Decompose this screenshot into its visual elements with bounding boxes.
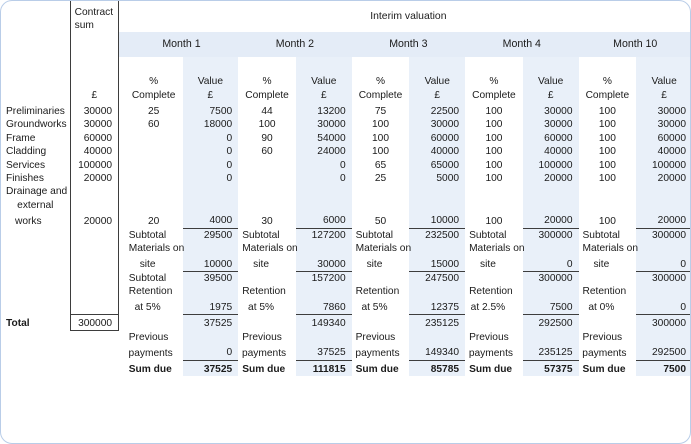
sumdue-blank bbox=[1, 360, 70, 376]
row-label-6-line3: works bbox=[14, 215, 42, 227]
subtotal2-label-m3-blank bbox=[352, 272, 410, 286]
cell-pct-m1-r5 bbox=[125, 172, 183, 185]
spacer-pct-m3-6a bbox=[352, 185, 410, 198]
retention-row-line2 bbox=[1, 299, 691, 315]
table-row bbox=[1, 145, 691, 158]
retention1-blank-sum bbox=[70, 285, 118, 298]
materials2-blank bbox=[1, 256, 70, 272]
prev2-blank-sum bbox=[70, 344, 118, 360]
cell-pct-m3-r4: 65 bbox=[374, 159, 387, 171]
retention-value-m2: 7860 bbox=[296, 299, 352, 315]
header-row-months bbox=[1, 32, 691, 57]
row-label-6-line2: external bbox=[17, 199, 54, 211]
previous-label-m1-line1: Previous bbox=[128, 331, 169, 343]
table-row bbox=[1, 118, 691, 131]
cell-pct-m1-r0: 25 bbox=[147, 106, 160, 117]
retention-label-m10-line1: Retention bbox=[582, 286, 627, 298]
interim-valuation-header: Interim valuation bbox=[370, 10, 447, 22]
previous-label-m4-line2: payments bbox=[468, 347, 514, 359]
cell-val-m2-r4: 0 bbox=[296, 159, 352, 172]
retention1-blank bbox=[1, 285, 70, 298]
table-row bbox=[1, 185, 691, 198]
value-word-1: Value bbox=[197, 76, 223, 88]
retention-label-m3-line2: at 5% bbox=[361, 302, 388, 314]
prev1-blank bbox=[1, 331, 70, 344]
subtotal-value-m3: 232500 bbox=[409, 228, 465, 242]
subtotal-value-m10: 300000 bbox=[636, 228, 691, 242]
previous-label-m2-line2: payments bbox=[241, 347, 287, 359]
cell-pct-m1-r2 bbox=[125, 132, 183, 145]
spacer-val-m3-6a bbox=[409, 185, 465, 198]
pct-symbol-4: % bbox=[489, 76, 499, 88]
cell-pct-m3-r3: 100 bbox=[372, 146, 389, 158]
cell-pct-m1-r4 bbox=[125, 159, 183, 172]
materials2-blank-sum bbox=[70, 256, 118, 272]
retention-label-m3-line1: Retention bbox=[355, 286, 400, 298]
value-header-5 bbox=[636, 57, 691, 105]
retention-row-line1 bbox=[1, 285, 691, 298]
cell-pct-m3-r0: 75 bbox=[374, 106, 387, 117]
prev1-spacer-m1 bbox=[183, 331, 239, 344]
row-label-3: Cladding bbox=[6, 146, 47, 158]
spacer-pct-m10-6a bbox=[579, 185, 637, 198]
cell-pct-m2-r4 bbox=[238, 159, 296, 172]
spacer-val-m1-6b bbox=[183, 199, 239, 212]
cell-val-m4-r3: 40000 bbox=[523, 145, 579, 158]
cell-val-m2-r1: 30000 bbox=[296, 118, 352, 131]
sum-due-value-m2: 111815 bbox=[296, 360, 352, 376]
subtotal-value-m4: 300000 bbox=[523, 228, 579, 242]
contract-sum-header bbox=[70, 1, 118, 32]
pct-complete-header-4 bbox=[465, 57, 523, 105]
table-row bbox=[1, 172, 691, 185]
row-contract-sum-6: 20000 bbox=[70, 212, 118, 228]
subtotal-row bbox=[1, 228, 691, 242]
prev1-spacer-m10 bbox=[636, 331, 691, 344]
month-header-2: Month 2 bbox=[238, 32, 351, 57]
sum-due-label-m4: Sum due bbox=[469, 363, 513, 375]
spacer-val-m10-6b bbox=[636, 199, 691, 212]
cell-val-m2-r6: 6000 bbox=[296, 212, 352, 228]
cell-pct-m2-r6: 30 bbox=[261, 215, 273, 227]
value-currency-5: £ bbox=[661, 89, 667, 101]
row-contract-sum-2: 60000 bbox=[70, 132, 118, 145]
value-currency-1: £ bbox=[207, 89, 214, 101]
materials-label-m10-line1: Materials on bbox=[582, 243, 638, 255]
subtotal-value-m2: 127200 bbox=[296, 228, 352, 242]
value-currency-2: £ bbox=[320, 89, 327, 101]
pct-symbol-3: % bbox=[375, 76, 386, 88]
sum-due-value-m10: 7500 bbox=[636, 360, 691, 376]
spacer-val-m4-6b bbox=[523, 199, 579, 212]
materials-row-line1 bbox=[1, 242, 691, 255]
cell-val-m1-r3: 0 bbox=[183, 145, 239, 158]
month-header-3: Month 3 bbox=[352, 32, 465, 57]
subtotal-row-blank-sum bbox=[70, 228, 118, 242]
value-header-3 bbox=[409, 57, 465, 105]
row-contract-sum-0: 30000 bbox=[70, 105, 118, 118]
subtotal2-blank bbox=[1, 272, 70, 286]
subtotal2-label-m10-blank bbox=[579, 272, 637, 286]
cell-val-m10-r3: 40000 bbox=[636, 145, 691, 158]
cell-val-m3-r3: 40000 bbox=[409, 145, 465, 158]
cell-pct-m2-r1: 100 bbox=[258, 119, 276, 131]
materials-label-m2-line1: Materials on bbox=[242, 243, 298, 255]
cell-pct-m3-r2: 100 bbox=[372, 132, 389, 144]
total-label: Total bbox=[6, 318, 30, 330]
materials-label-m1-line1: Materials on bbox=[128, 243, 185, 255]
row-label-6-line1: Drainage and bbox=[6, 186, 68, 198]
cell-val-m10-r1: 30000 bbox=[636, 118, 691, 131]
subtotal-label-m10: Subtotal bbox=[582, 229, 620, 241]
retention-value-m1: 1975 bbox=[183, 299, 239, 315]
cell-val-m10-r2: 60000 bbox=[636, 132, 691, 145]
month-header-1: Month 1 bbox=[125, 32, 238, 57]
cell-val-m1-r5: 0 bbox=[183, 172, 239, 185]
spacer-val-m2-6a bbox=[296, 185, 352, 198]
materials-label-m3-line2: site bbox=[366, 259, 383, 271]
spacer-pct-m2-6b bbox=[238, 199, 296, 212]
previous-value-m10: 292500 bbox=[636, 344, 691, 360]
materials-value-m2: 30000 bbox=[296, 256, 352, 272]
materials-value-m3: 15000 bbox=[409, 256, 465, 272]
cell-val-m10-r6: 20000 bbox=[636, 212, 691, 228]
sum-due-value-m4: 57375 bbox=[523, 360, 579, 376]
row-contract-sum-4: 100000 bbox=[70, 159, 118, 172]
cell-pct-m4-r2: 100 bbox=[485, 132, 503, 144]
cell-val-m4-r0: 30000 bbox=[523, 105, 579, 118]
cell-pct-m4-r3: 100 bbox=[485, 146, 503, 158]
subtotal2-label-m1: Subtotal bbox=[128, 273, 167, 285]
cell-val-m1-r0: 7500 bbox=[183, 105, 239, 118]
retention-value-m4: 7500 bbox=[523, 299, 579, 315]
materials-spacer-m2 bbox=[296, 242, 352, 255]
value-header-4 bbox=[523, 57, 579, 105]
value-header-1 bbox=[183, 57, 239, 105]
retention1-spacer-m1 bbox=[183, 285, 239, 298]
net-label-m10-blank bbox=[579, 315, 637, 331]
spacer-pct-m3-6b bbox=[352, 199, 410, 212]
retention-value-m10: 0 bbox=[636, 299, 691, 315]
materials-blank-sum bbox=[70, 242, 118, 255]
row-label-4: Services bbox=[6, 159, 46, 171]
cell-pct-m4-r4: 100 bbox=[485, 159, 503, 171]
net-value-m2: 149340 bbox=[296, 315, 352, 331]
sum-due-label-m3: Sum due bbox=[355, 363, 399, 375]
prev1-spacer-m3 bbox=[409, 331, 465, 344]
header-row-title bbox=[1, 1, 691, 32]
cell-pct-m3-r5: 25 bbox=[374, 173, 387, 185]
cell-val-m4-r4: 100000 bbox=[523, 159, 579, 172]
subtotal2-row bbox=[1, 272, 691, 286]
subtotal-label-m3: Subtotal bbox=[355, 229, 394, 241]
net-label-m4-blank bbox=[465, 315, 523, 331]
prev2-blank bbox=[1, 344, 70, 360]
cell-val-m3-r6: 10000 bbox=[409, 212, 465, 228]
value-currency-3: £ bbox=[434, 89, 441, 101]
previous-value-m2: 37525 bbox=[296, 344, 352, 360]
prev1-blank-sum bbox=[70, 331, 118, 344]
subtotal2-label-m2-blank bbox=[238, 272, 296, 286]
cell-pct-m4-r5: 100 bbox=[485, 173, 503, 185]
sum-due-row bbox=[1, 360, 691, 376]
previous-payments-line1 bbox=[1, 331, 691, 344]
materials-label-m1-line2: site bbox=[139, 259, 156, 271]
pct-symbol-5: % bbox=[602, 76, 612, 88]
table-row bbox=[1, 105, 691, 118]
table-row bbox=[1, 199, 691, 212]
subtotal-value-m1: 29500 bbox=[183, 228, 239, 242]
retention2-blank bbox=[1, 299, 70, 315]
subtotal2-value-m2: 157200 bbox=[296, 272, 352, 286]
cell-val-m4-r2: 60000 bbox=[523, 132, 579, 145]
retention1-spacer-m3 bbox=[409, 285, 465, 298]
subtotal-label-m1: Subtotal bbox=[128, 229, 167, 241]
cell-pct-m3-r6: 50 bbox=[374, 215, 387, 227]
previous-value-m3: 149340 bbox=[409, 344, 465, 360]
retention-label-m4-line2: at 2.5% bbox=[470, 302, 506, 314]
corner-blank bbox=[1, 1, 70, 32]
prev1-spacer-m4 bbox=[523, 331, 579, 344]
spacer-val-m2-6b bbox=[296, 199, 352, 212]
materials-value-m4: 0 bbox=[523, 256, 579, 272]
previous-label-m10-line1: Previous bbox=[582, 331, 623, 343]
cell-val-m2-r2: 54000 bbox=[296, 132, 352, 145]
cell-pct-m10-r5: 100 bbox=[598, 173, 616, 185]
net-value-m4: 292500 bbox=[523, 315, 579, 331]
previous-label-m10-line2: payments bbox=[582, 347, 627, 359]
cell-pct-m10-r1: 100 bbox=[598, 119, 616, 131]
pct-complete-header-1 bbox=[125, 57, 183, 105]
subtotal2-blank-sum bbox=[70, 272, 118, 286]
net-label-m2-blank bbox=[238, 315, 296, 331]
cell-val-m10-r0: 30000 bbox=[636, 105, 691, 118]
spacer-pct-m2-6a bbox=[238, 185, 296, 198]
interim-valuation-table bbox=[1, 1, 691, 376]
value-currency-4: £ bbox=[547, 89, 554, 101]
value-word-4: Value bbox=[538, 76, 564, 88]
contract-sum-header-line2: sum bbox=[74, 19, 94, 31]
units-blank-label bbox=[1, 57, 70, 105]
table-row bbox=[1, 132, 691, 145]
materials-label-m2-line2: site bbox=[253, 259, 269, 271]
cell-pct-m4-r1: 100 bbox=[485, 119, 503, 131]
previous-label-m3-line2: payments bbox=[355, 347, 400, 359]
retention2-blank-sum bbox=[70, 299, 118, 315]
spacer-val-m1-6a bbox=[183, 185, 239, 198]
previous-label-m2-line1: Previous bbox=[242, 331, 282, 343]
materials-value-m1: 10000 bbox=[183, 256, 239, 272]
previous-label-m4-line1: Previous bbox=[469, 331, 509, 343]
retention1-spacer-m10 bbox=[636, 285, 691, 298]
spacer-pct-m4-6b bbox=[465, 199, 523, 212]
previous-label-m3-line1: Previous bbox=[355, 331, 396, 343]
retention-value-m3: 12375 bbox=[409, 299, 465, 315]
table-row bbox=[1, 159, 691, 172]
contract-sum-header-line1: Contract bbox=[74, 7, 114, 18]
cell-val-m4-r1: 30000 bbox=[523, 118, 579, 131]
spacer-pct-m4-6a bbox=[465, 185, 523, 198]
cell-val-m2-r0: 13200 bbox=[296, 105, 352, 118]
cell-pct-m2-r0: 44 bbox=[261, 106, 273, 117]
pct-word-2: Complete bbox=[245, 89, 289, 101]
value-word-5: Value bbox=[651, 76, 677, 88]
row-label-2: Frame bbox=[6, 132, 36, 144]
pct-complete-header-3 bbox=[352, 57, 410, 105]
sumdue-blank-sum bbox=[70, 360, 118, 376]
pct-symbol-1: % bbox=[149, 76, 159, 88]
cell-val-m2-r5: 0 bbox=[296, 172, 352, 185]
net-label-m1-blank bbox=[125, 315, 183, 331]
retention1-spacer-m4 bbox=[523, 285, 579, 298]
subtotal2-value-m4: 300000 bbox=[523, 272, 579, 286]
net-value-m1: 37525 bbox=[183, 315, 239, 331]
pct-word-5: Complete bbox=[585, 89, 630, 101]
spacer-val-m4-6a bbox=[523, 185, 579, 198]
previous-payments-line2 bbox=[1, 344, 691, 360]
cell-val-m1-r6: 4000 bbox=[183, 212, 239, 228]
retention-label-m2-line2: at 5% bbox=[248, 302, 275, 314]
value-header-2 bbox=[296, 57, 352, 105]
materials-label-m4-line1: Materials on bbox=[469, 243, 525, 255]
materials-spacer-m10 bbox=[636, 242, 691, 255]
spacer-pct-m10-6b bbox=[579, 199, 637, 212]
net-value-m10: 300000 bbox=[636, 315, 691, 331]
pct-complete-header-2 bbox=[238, 57, 296, 105]
retention-label-m1-line1: Retention bbox=[128, 286, 173, 298]
header-row-units bbox=[1, 57, 691, 105]
cell-val-m3-r4: 65000 bbox=[409, 159, 465, 172]
cell-val-m2-r3: 24000 bbox=[296, 145, 352, 158]
cell-val-m3-r5: 5000 bbox=[409, 172, 465, 185]
sum-due-value-m3: 85785 bbox=[409, 360, 465, 376]
cell-pct-m2-r3: 60 bbox=[261, 146, 273, 158]
sum-due-label-m2: Sum due bbox=[242, 363, 286, 375]
table-row bbox=[1, 212, 691, 228]
subtotal-row-blank bbox=[1, 228, 70, 242]
value-word-3: Value bbox=[424, 76, 450, 88]
retention-label-m1-line2: at 5% bbox=[134, 302, 161, 314]
total-row bbox=[1, 315, 691, 331]
subtotal2-value-m1: 39500 bbox=[183, 272, 239, 286]
cell-val-m1-r4: 0 bbox=[183, 159, 239, 172]
subtotal2-value-m10: 300000 bbox=[636, 272, 691, 286]
cell-val-m4-r6: 20000 bbox=[523, 212, 579, 228]
cell-pct-m2-r2: 90 bbox=[261, 132, 273, 144]
materials-label-m10-line2: site bbox=[593, 259, 610, 271]
total-contract-sum: 300000 bbox=[70, 315, 118, 331]
cell-val-m1-r1: 18000 bbox=[183, 118, 239, 131]
sum-due-value-m1: 37525 bbox=[183, 360, 239, 376]
cell-pct-m2-r5 bbox=[238, 172, 296, 185]
previous-value-m1: 0 bbox=[183, 344, 239, 360]
cell-pct-m10-r2: 100 bbox=[598, 132, 616, 144]
month-header-5: Month 10 bbox=[579, 32, 691, 57]
cell-val-m3-r1: 30000 bbox=[409, 118, 465, 131]
subtotal-label-m2: Subtotal bbox=[242, 229, 280, 241]
value-word-2: Value bbox=[311, 76, 337, 88]
cell-val-m4-r5: 20000 bbox=[523, 172, 579, 185]
month-header-4: Month 4 bbox=[465, 32, 578, 57]
row-contract-sum-6-blank-a bbox=[70, 185, 118, 198]
cell-val-m10-r5: 20000 bbox=[636, 172, 691, 185]
contract-sum-currency: £ bbox=[70, 57, 118, 105]
subtotal2-label-m4-blank bbox=[465, 272, 523, 286]
spacer-val-m10-6a bbox=[636, 185, 691, 198]
retention1-spacer-m2 bbox=[296, 285, 352, 298]
cell-pct-m1-r1: 60 bbox=[147, 119, 160, 131]
retention-label-m10-line2: at 0% bbox=[588, 302, 615, 314]
prev1-spacer-m2 bbox=[296, 331, 352, 344]
subtotal2-value-m3: 247500 bbox=[409, 272, 465, 286]
materials-label-m3-line1: Materials on bbox=[355, 243, 412, 255]
retention-label-m2-line1: Retention bbox=[242, 286, 286, 298]
cell-pct-m4-r0: 100 bbox=[485, 106, 503, 117]
pct-word-4: Complete bbox=[472, 89, 516, 101]
materials-row-line2 bbox=[1, 256, 691, 272]
row-contract-sum-6-blank-b bbox=[70, 199, 118, 212]
pct-complete-header-5 bbox=[579, 57, 637, 105]
materials-spacer-m4 bbox=[523, 242, 579, 255]
row-label-0: Preliminaries bbox=[6, 106, 65, 117]
retention-label-m4-line1: Retention bbox=[469, 286, 513, 298]
materials-spacer-m1 bbox=[183, 242, 239, 255]
cell-pct-m10-r0: 100 bbox=[598, 106, 616, 117]
materials-value-m10: 0 bbox=[636, 256, 691, 272]
row-label-5: Finishes bbox=[6, 173, 44, 185]
row-label-1: Groundworks bbox=[6, 119, 67, 131]
row-contract-sum-3: 40000 bbox=[70, 145, 118, 158]
sum-due-label-m1: Sum due bbox=[128, 363, 172, 375]
cell-pct-m4-r6: 100 bbox=[485, 215, 503, 227]
net-label-m3-blank bbox=[352, 315, 410, 331]
row-contract-sum-1: 30000 bbox=[70, 118, 118, 131]
sum-due-label-m10: Sum due bbox=[582, 363, 626, 375]
previous-label-m1-line2: payments bbox=[128, 347, 173, 359]
pct-word-1: Complete bbox=[131, 89, 176, 101]
spacer-pct-m1-6a bbox=[125, 185, 183, 198]
cell-pct-m10-r6: 100 bbox=[598, 215, 616, 227]
spacer-val-m3-6b bbox=[409, 199, 465, 212]
pct-word-3: Complete bbox=[358, 89, 403, 101]
cell-val-m3-r2: 60000 bbox=[409, 132, 465, 145]
months-blank-label bbox=[1, 32, 70, 57]
materials-blank bbox=[1, 242, 70, 255]
cell-pct-m1-r6: 20 bbox=[147, 215, 160, 227]
materials-spacer-m3 bbox=[409, 242, 465, 255]
months-blank-sum bbox=[70, 32, 118, 57]
subtotal-label-m4: Subtotal bbox=[469, 229, 507, 241]
materials-label-m4-line2: site bbox=[480, 259, 496, 271]
row-contract-sum-5: 20000 bbox=[70, 172, 118, 185]
spacer-pct-m1-6b bbox=[125, 199, 183, 212]
cell-val-m3-r0: 22500 bbox=[409, 105, 465, 118]
pct-symbol-2: % bbox=[262, 76, 272, 88]
cell-val-m10-r4: 100000 bbox=[636, 159, 691, 172]
net-value-m3: 235125 bbox=[409, 315, 465, 331]
cell-pct-m10-r4: 100 bbox=[598, 159, 616, 171]
cell-pct-m10-r3: 100 bbox=[598, 146, 616, 158]
cell-val-m1-r2: 0 bbox=[183, 132, 239, 145]
previous-value-m4: 235125 bbox=[523, 344, 579, 360]
cell-pct-m3-r1: 100 bbox=[372, 119, 389, 131]
cell-pct-m1-r3 bbox=[125, 145, 183, 158]
